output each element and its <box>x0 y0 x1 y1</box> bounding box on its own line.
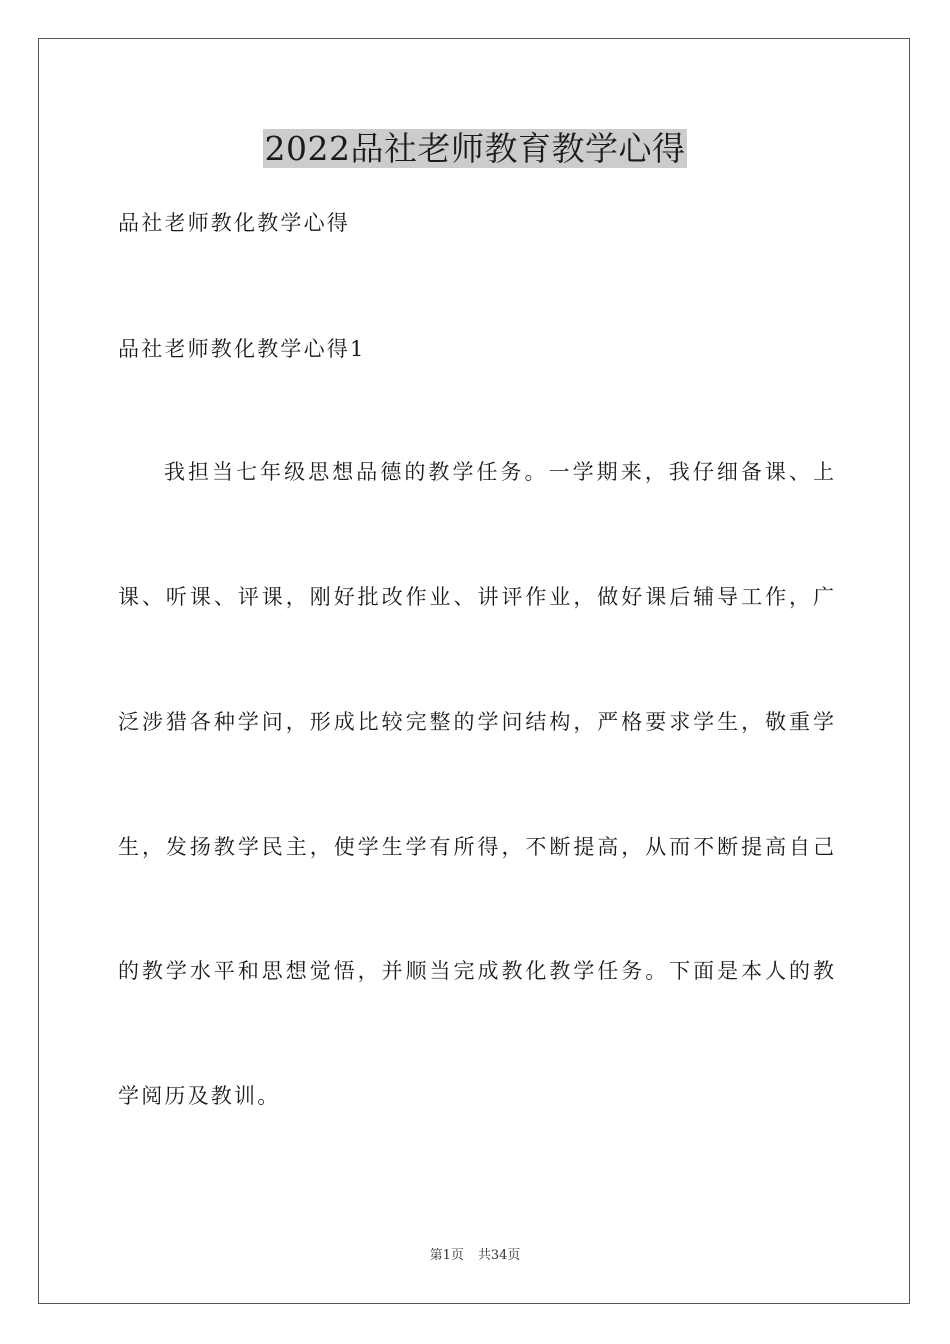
paragraph-line: 泛涉猎各种学问，形成比较完整的学问结构，严格要求学生，敬重学 <box>118 710 834 734</box>
paragraph-line: 我担当七年级思想品德的教学任务。一学期来，我仔细备课、上 <box>164 460 834 484</box>
document-title-text: 2022品社老师教育教学心得 <box>264 129 686 168</box>
paragraph-line: 学阅历及教训。 <box>118 1084 281 1108</box>
paragraph-line: 的教学水平和思想觉悟，并顺当完成教化教学任务。下面是本人的教 <box>118 959 834 983</box>
page-number: 第1页 <box>429 1248 464 1263</box>
document-subtitle: 品社老师教化教学心得 <box>118 211 350 235</box>
page-footer <box>0 1247 950 1265</box>
section-heading: 品社老师教化教学心得1 <box>118 337 366 361</box>
paragraph-line: 课、听课、评课，刚好批改作业、讲评作业，做好课后辅导工作，广 <box>118 585 834 609</box>
page-total: 共34页 <box>477 1248 521 1263</box>
paragraph-line: 生，发扬教学民主，使学生学有所得，不断提高，从而不断提高自己 <box>118 835 834 859</box>
document-title <box>0 126 950 172</box>
